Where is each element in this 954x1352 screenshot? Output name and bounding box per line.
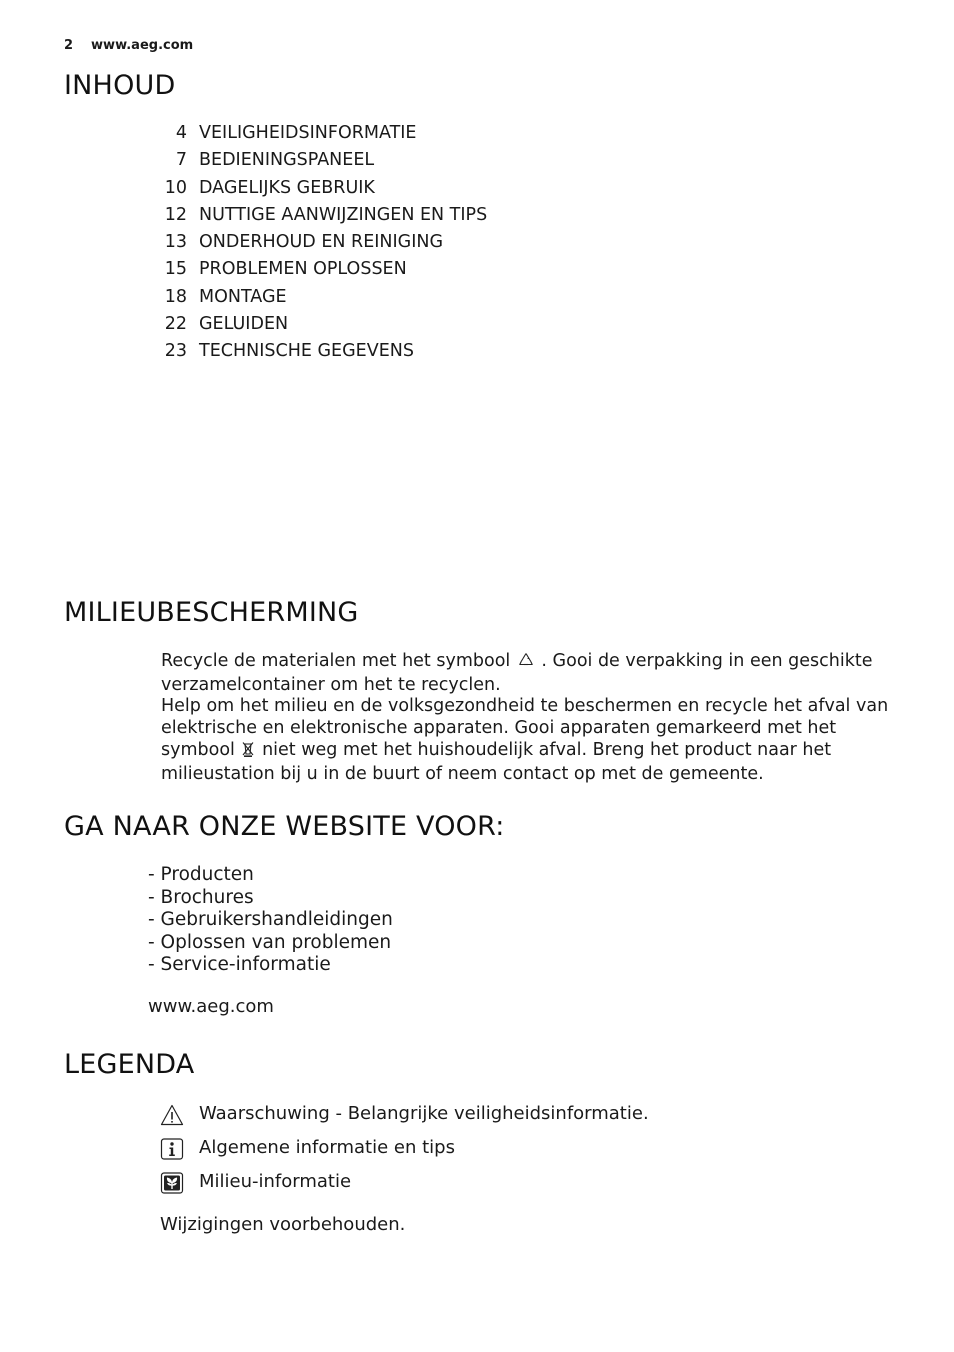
toc-item[interactable]: [150, 147, 487, 174]
crossed-bin-icon: [242, 741, 254, 764]
environment-heading: MILIEUBESCHERMING: [64, 597, 359, 628]
toc-page: 13: [164, 232, 187, 253]
list-item: - Brochures: [148, 886, 254, 908]
environment-text-1b: . Gooi de verpakking in een geschikte verzamelcontainer om het te recyclen.: [161, 651, 873, 695]
toc-page: 10: [164, 177, 187, 198]
toc-page: 15: [164, 259, 187, 280]
toc-item[interactable]: [150, 284, 487, 311]
changes-reserved-note: Wijzigingen voorbehouden.: [160, 1214, 406, 1235]
toc-title: PROBLEMEN OPLOSSEN: [199, 259, 407, 280]
website-list: [148, 864, 393, 977]
toc-page: 23: [164, 341, 187, 362]
environment-text: [161, 651, 901, 785]
toc-title: GELUIDEN: [199, 314, 289, 335]
toc-page: 12: [164, 204, 187, 225]
page-header: [64, 38, 193, 53]
toc-item[interactable]: [150, 202, 487, 229]
toc-item[interactable]: [150, 256, 487, 283]
legend-text: Milieu-informatie: [199, 1171, 352, 1192]
warning-triangle-icon: [160, 1103, 184, 1127]
toc-title: TECHNISCHE GEGEVENS: [199, 341, 414, 362]
contents-heading: INHOUD: [64, 70, 176, 101]
table-of-contents: [150, 120, 487, 366]
toc-page: 4: [175, 123, 187, 143]
toc-page: 18: [164, 286, 187, 307]
legend-heading: LEGENDA: [64, 1049, 195, 1080]
toc-item[interactable]: [150, 175, 487, 202]
toc-title: NUTTIGE AANWIJZINGEN EN TIPS: [199, 204, 488, 225]
legend-text: Algemene informatie en tips: [199, 1137, 455, 1158]
page-number: 2: [64, 38, 74, 53]
list-item: - Gebruikershandleidingen: [148, 909, 393, 931]
toc-title: VEILIGHEIDSINFORMATIE: [199, 123, 417, 143]
website-url[interactable]: www.aeg.com: [148, 996, 274, 1017]
legend-text: Waarschuwing - Belangrijke veiligheidsinformatie.: [199, 1103, 649, 1124]
environment-paragraph: [161, 696, 901, 785]
toc-item[interactable]: [150, 229, 487, 256]
list-item: - Oplossen van problemen: [148, 931, 392, 953]
website-heading: GA NAAR ONZE WEBSITE VOOR:: [64, 811, 505, 842]
info-icon: [160, 1137, 184, 1161]
environment-text-1a: Recycle de materialen met het symbool: [161, 651, 511, 671]
toc-item[interactable]: [150, 338, 487, 365]
toc-title: ONDERHOUD EN REINIGING: [199, 232, 444, 253]
toc-item[interactable]: [150, 311, 487, 338]
toc-page: 7: [175, 150, 187, 171]
toc-page: 22: [164, 314, 187, 335]
list-item: - Producten: [148, 864, 254, 885]
environment-icon: [160, 1171, 184, 1195]
toc-title: MONTAGE: [199, 286, 287, 307]
list-item: - Service-informatie: [148, 954, 331, 976]
environment-paragraph: [161, 651, 901, 696]
environment-text-2b: niet weg met het huishoudelijk afval. Breng het product naar het milieustation bij u in de buurt of neem contact op met de gemeente.: [161, 739, 832, 784]
recycle-icon: [518, 652, 534, 675]
toc-title: DAGELIJKS GEBRUIK: [199, 177, 375, 198]
header-site: www.aeg.com: [91, 38, 194, 53]
toc-title: BEDIENINGSPANEEL: [199, 150, 375, 171]
toc-item[interactable]: [150, 120, 487, 147]
environment-text-2a: Help om het milieu en de volksgezondheid te beschermen en recycle het afval van elektrische en elektronische apparaten. Gooi apparaten gemarkeerd met het symbool: [161, 696, 889, 760]
